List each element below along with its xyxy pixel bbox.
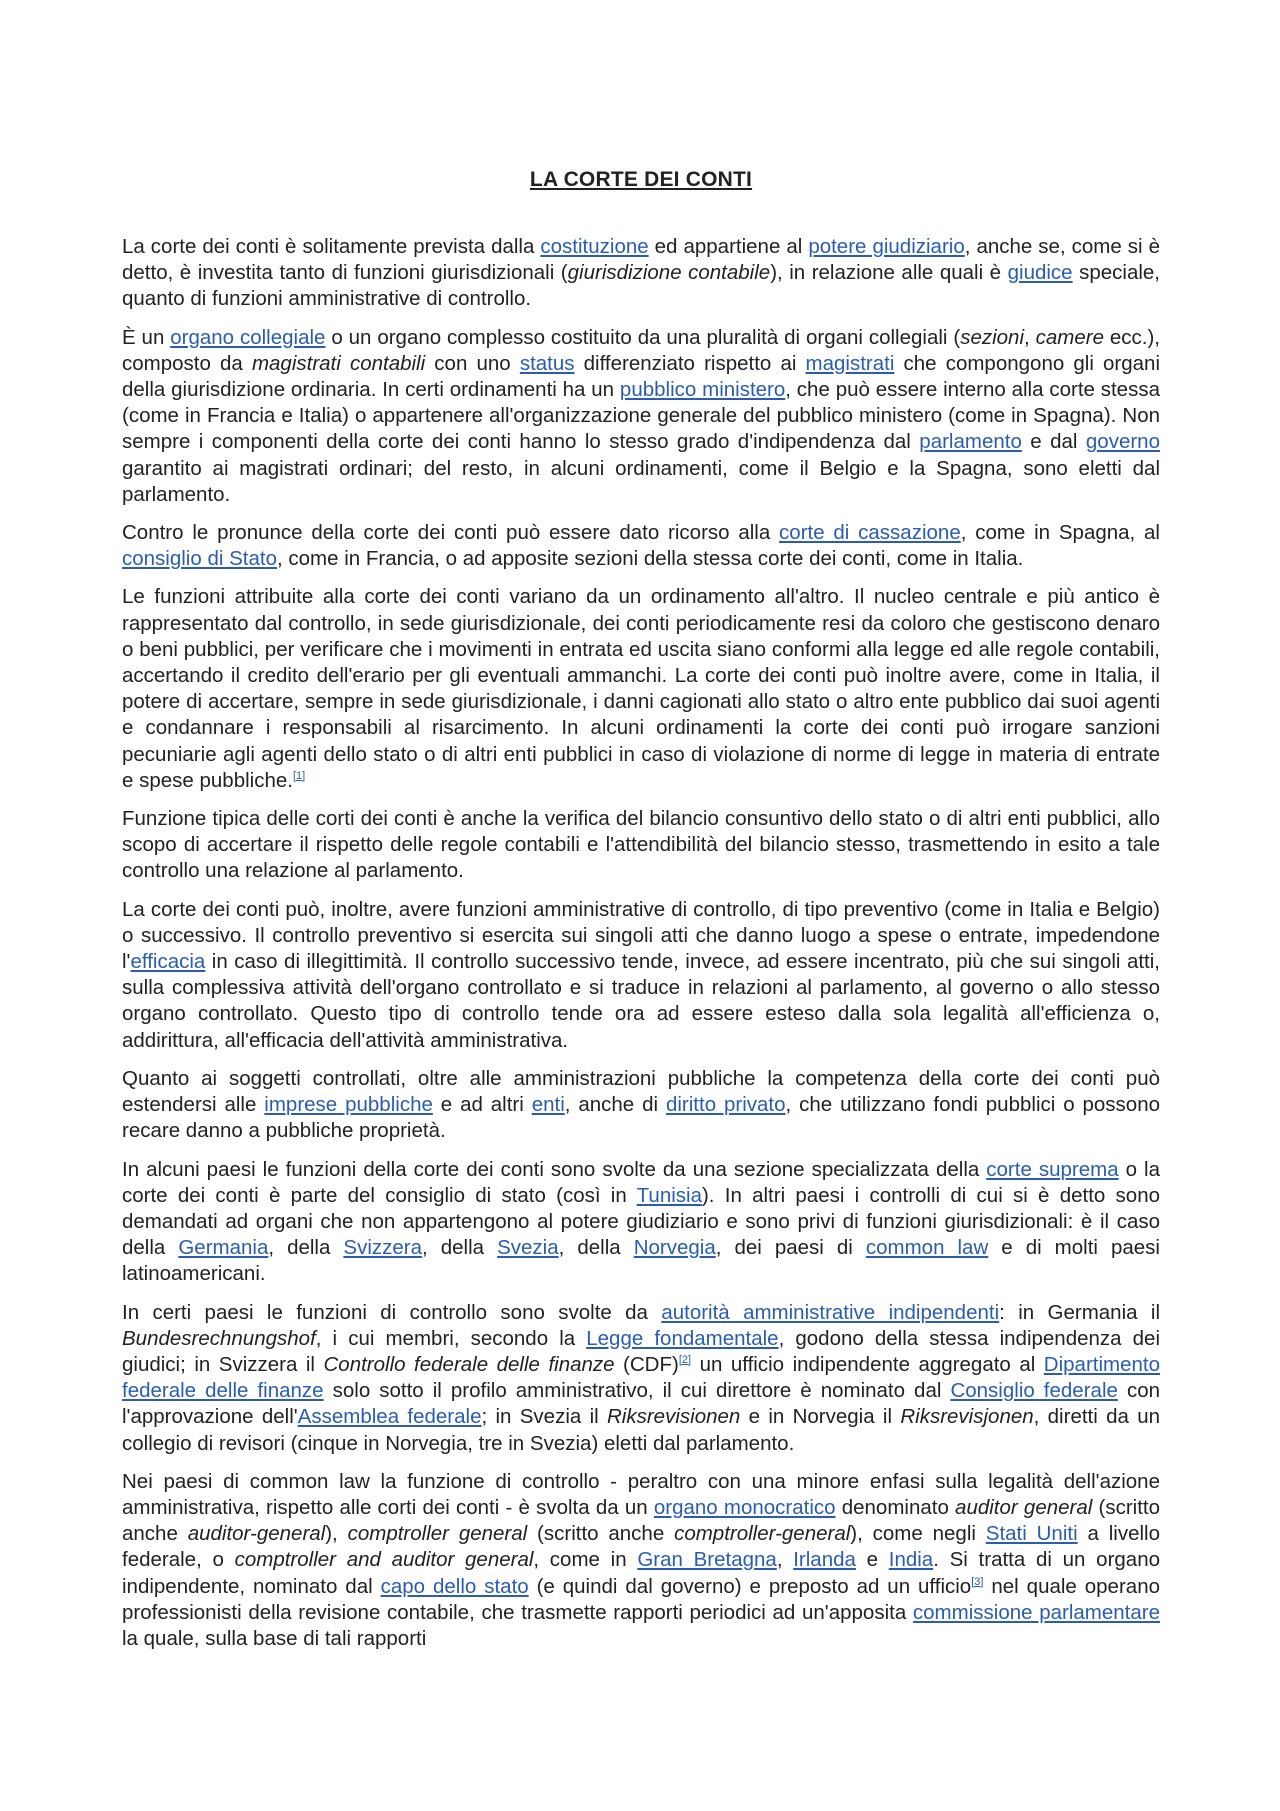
text-run: con l'approvazione dell' (122, 1379, 1160, 1429)
footnote-link[interactable]: [2] (678, 1354, 692, 1367)
paragraph (122, 1469, 1160, 1652)
inline-link[interactable]: parlamento (919, 430, 1022, 454)
text-run: , della (422, 1236, 498, 1260)
inline-link[interactable]: Assemblea federale (297, 1405, 482, 1429)
inline-link[interactable]: efficacia (130, 950, 206, 974)
text-run: Funzione tipica delle corti dei conti è anche la verifica del bilancio consuntivo dello stato o di altri enti pubblici, allo scopo di accertare il rispetto delle regole contabili e l'attendibilità del bilancio stesso, trasmettendo in esito a tale controllo una relazione al parlamento. (122, 807, 1160, 883)
text-run: e ad altri (432, 1093, 532, 1117)
text-run: ), (325, 1522, 348, 1546)
inline-link[interactable]: governo (1085, 430, 1160, 454)
italic-term: Controllo federale delle finanze (323, 1352, 615, 1376)
italic-term: comptroller general (347, 1522, 528, 1546)
text-run: In certi paesi le funzioni di controllo sono svolte da (122, 1300, 662, 1324)
paragraph (122, 897, 1160, 1054)
inline-link[interactable]: Tunisia (636, 1183, 702, 1207)
text-run: È un (122, 325, 171, 349)
text-run: , godono della stessa indipendenza dei giudici; in Svizzera il (122, 1326, 1161, 1376)
footnote-ref (971, 1576, 983, 1588)
text-run: speciale, quanto di funzioni amministrative di controllo. (122, 261, 1161, 311)
text-run: garantito ai magistrati ordinari; del resto, in alcuni ordinamenti, come il Belgio e la Spagna, sono eletti dal parlamento. (122, 456, 1160, 506)
text-run: o la corte dei conti è parte del consiglio di stato (così in (122, 1157, 1160, 1207)
paragraph (122, 520, 1160, 572)
inline-link[interactable]: pubblico ministero (619, 378, 786, 402)
italic-term: Riksrevisjonen (900, 1405, 1034, 1429)
inline-link[interactable]: corte di cassazione (779, 521, 961, 545)
text-run: (e quindi dal governo) e preposto ad un ufficio (528, 1574, 972, 1598)
text-run: e (855, 1548, 889, 1572)
text-run: : in Germania il (999, 1300, 1160, 1324)
text-run: a livello federale, o (122, 1522, 1160, 1572)
text-run: la quale, sulla base di tali rapporti (122, 1626, 427, 1650)
paragraph (122, 325, 1160, 508)
inline-link[interactable]: Legge fondamentale (586, 1326, 779, 1350)
document-body (122, 234, 1160, 1652)
text-run: La corte dei conti può, inoltre, avere funzioni amministrative di controllo, di tipo preventivo (come in Italia e Belgio) o successivo. Il controllo preventivo si esercita sui singoli atti che danno luogo a spese o entrate, impedendone l' (122, 897, 1160, 974)
paragraph (122, 1300, 1160, 1457)
footnote-ref (679, 1354, 691, 1366)
paragraph (122, 584, 1160, 794)
text-run: differenziato rispetto ai (574, 351, 806, 375)
text-run: , diretti da un collegio di revisori (cinque in Norvegia, tre in Svezia) eletti dal parlamento. (122, 1405, 1160, 1455)
inline-link[interactable]: costituzione (540, 235, 649, 258)
inline-link[interactable]: corte suprema (986, 1157, 1119, 1181)
inline-link[interactable]: Gran Bretagna (637, 1548, 777, 1572)
inline-link[interactable]: Norvegia (633, 1236, 716, 1260)
text-run: , anche di (564, 1093, 666, 1117)
inline-link[interactable]: Svizzera (343, 1236, 423, 1260)
text-run: e in Norvegia il (740, 1405, 901, 1429)
inline-link[interactable]: India (888, 1548, 934, 1572)
text-run: ecc.), composto da (122, 325, 1160, 375)
text-run: , i cui membri, secondo la (315, 1326, 587, 1350)
paragraph (122, 806, 1160, 885)
italic-term: magistrati contabili (251, 351, 426, 375)
text-run: un ufficio indipendente aggregato al (691, 1352, 1044, 1376)
document-title: LA CORTE DEI CONTI (529, 168, 753, 191)
italic-term: auditor-general (187, 1522, 326, 1546)
footnote-link[interactable]: [3] (971, 1575, 984, 1588)
text-run: , della (558, 1236, 634, 1260)
inline-link[interactable]: magistrati (805, 351, 895, 375)
inline-link[interactable]: Irlanda (793, 1548, 856, 1572)
text-run: o un organo complesso costituito da una pluralità di organi collegiali ( (325, 325, 961, 349)
inline-link[interactable]: capo dello stato (380, 1574, 529, 1598)
text-run: ). In altri paesi i controlli di cui si è detto sono demandati ad organi che non appartengono al potere giudiziario e sono privi di funzioni giurisdizionali: è il caso della (122, 1183, 1161, 1260)
text-run: , della (268, 1236, 344, 1260)
paragraph (122, 1066, 1160, 1145)
italic-term: Riksrevisionen (607, 1405, 741, 1429)
text-run: denominato (835, 1495, 956, 1519)
text-run: che compongono gli organi della giurisdizione ordinaria. In certi ordinamenti ha un (122, 351, 1160, 402)
text-run: ), in relazione alle quali è (770, 261, 1008, 285)
text-run: , come in Francia, o ad apposite sezioni della stessa corte dei conti, come in Italia. (276, 547, 1024, 571)
italic-term: Bundesrechnungshof (122, 1326, 316, 1350)
inline-link[interactable]: Stati Uniti (985, 1522, 1078, 1546)
text-run: (scritto anche (122, 1495, 1161, 1546)
text-run: ), come negli (850, 1522, 986, 1546)
text-run: , come in (533, 1548, 638, 1572)
text-run: nel quale operano professionisti della revisione contabile, che trasmette rapporti periodici ad un'apposita (122, 1574, 1160, 1624)
text-run: In alcuni paesi le funzioni della corte dei conti sono svolte da una sezione specializzata della (122, 1157, 987, 1181)
text-run: (scritto anche (527, 1522, 675, 1546)
inline-link[interactable]: consiglio di Stato (122, 547, 277, 571)
inline-link[interactable]: Germania (178, 1236, 269, 1260)
text-run: , (1024, 325, 1036, 349)
text-run: , che può essere interno alla corte stessa (come in Francia e Italia) o appartenere all'organizzazione generale del pubblico ministero (come in Spagna). Non sempre i componenti della corte dei conti hanno lo stesso grado d'indipendenza dal (122, 378, 1160, 454)
italic-term: comptroller and auditor general (234, 1548, 534, 1572)
text-run: , che utilizzano fondi pubblici o possono recare danno a pubbliche proprietà. (122, 1093, 1161, 1143)
inline-link[interactable]: commissione parlamentare (912, 1600, 1160, 1624)
footnote-link[interactable]: [1] (292, 770, 306, 783)
inline-link[interactable]: common law (865, 1236, 989, 1260)
inline-link[interactable]: Svezia (497, 1236, 559, 1260)
text-run: Le funzioni attribuite alla corte dei conti variano da un ordinamento all'altro. Il nucleo centrale e più antico è rappresentato dal controllo, in sede giurisdizionale, dei conti periodicamente resi da coloro che gestiscono denaro o beni pubblici, per verificare che i movimenti in entrata ed uscita siano conformi alla legge ed alle regole contabili, accertando il credito dell'erario per gli eventuali ammanchi. La corte dei conti può inoltre avere, come in Italia, il potere di accertare, sempre in sede giurisdizionale, i danni cagionati allo stato o altro ente pubblico dai suoi agenti e condannare i responsabili al risarcimento. In alcuni ordinamenti la corte dei conti può irrogare sanzioni pecuniarie agli agenti dello stato o di altri enti pubblici in caso di violazione di norme di legge in materia di entrate e spese pubbliche. (122, 585, 1160, 792)
inline-link[interactable]: status (519, 351, 575, 375)
inline-link[interactable]: organo collegiale (170, 325, 326, 349)
text-run: La corte dei conti è solitamente prevista dalla (122, 235, 541, 258)
paragraph (122, 1157, 1160, 1288)
inline-link[interactable]: potere giudiziario (808, 235, 965, 258)
italic-term: sezioni (960, 325, 1025, 349)
text-run: . Si tratta di un organo indipendente, nominato dal (122, 1548, 1160, 1598)
text-run: , anche se, come si è detto, è investita tanto di funzioni giurisdizionali ( (122, 235, 1160, 285)
italic-term: camere (1035, 325, 1104, 349)
inline-link[interactable]: enti (531, 1093, 565, 1117)
text-run: Quanto ai soggetti controllati, oltre alle amministrazioni pubbliche la competenza della corte dei conti può estendersi alle (122, 1066, 1160, 1117)
text-run: (CDF) (614, 1352, 679, 1376)
text-run: con uno (425, 351, 520, 375)
footnote-ref (293, 770, 305, 782)
inline-link[interactable]: diritto privato (665, 1093, 786, 1117)
inline-link[interactable]: imprese pubbliche (264, 1093, 433, 1117)
paragraph (122, 234, 1160, 313)
text-run: , (776, 1548, 794, 1572)
inline-link[interactable]: autorità amministrative indipendenti (661, 1300, 1000, 1324)
text-run: , come in Spagna, al (960, 521, 1160, 545)
text-run: Contro le pronunce della corte dei conti può essere dato ricorso alla (122, 521, 780, 545)
inline-link[interactable]: giudice (1007, 261, 1073, 285)
text-run: , dei paesi di (715, 1236, 866, 1260)
inline-link[interactable]: Consiglio federale (950, 1379, 1118, 1403)
italic-term: giurisdizione contabile (567, 261, 771, 285)
italic-term: auditor general (955, 1495, 1093, 1519)
text-run: ; in Svezia il (481, 1405, 607, 1429)
text-run: e di molti paesi latinoamericani. (122, 1236, 1160, 1286)
text-run: solo sotto il profilo amministrativo, il cui direttore è nominato dal (323, 1379, 951, 1403)
inline-link[interactable]: organo monocratico (653, 1495, 836, 1519)
italic-term: comptroller-general (674, 1522, 851, 1546)
text-run: in caso di illegittimità. Il controllo successivo tende, invece, ad essere incentrato, più che sui singoli atti, sulla complessiva attività dell'organo controllato e si traduce in relazioni al parlamento, al governo o allo stesso organo controllato. Questo tipo di controllo tende ora ad essere esteso dalla sola legalità all'efficienza o, addirittura, all'efficacia dell'attività amministrativa. (122, 950, 1160, 1052)
text-run: Nei paesi di common law la funzione di controllo - peraltro con una minore enfasi sulla legalità dell'azione amministrativa, rispetto alle corti dei conti - è svolta da un (122, 1469, 1160, 1519)
text-run: ed appartiene al (648, 235, 809, 258)
text-run: e dal (1021, 430, 1086, 454)
inline-link[interactable]: Dipartimento federale delle finanze (122, 1352, 1160, 1403)
